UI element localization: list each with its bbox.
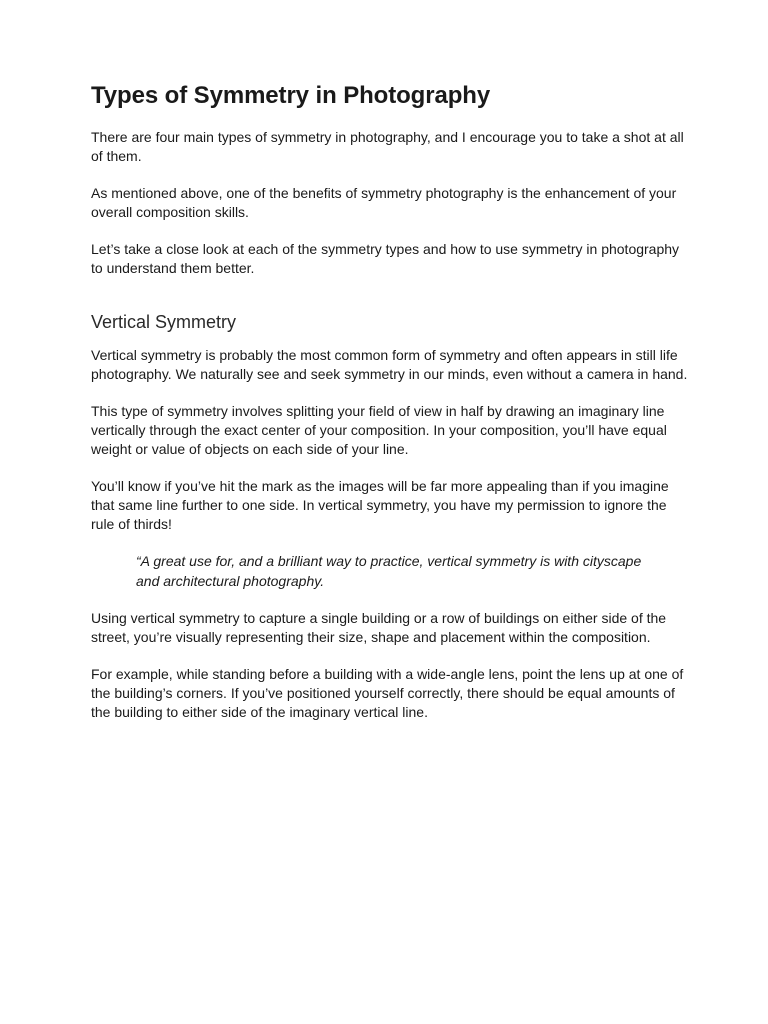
intro-paragraph: As mentioned above, one of the benefits of symmetry photography is the enhancement of your overall composition skills.	[91, 185, 677, 220]
section-paragraph: For example, while standing before a building with a wide-angle lens, point the lens up at one of the building’s corners. If you’ve positioned yourself correctly, there should be equal amounts of the building to either side of the imaginary vertical line.	[91, 666, 684, 720]
section-paragraph: This type of symmetry involves splitting your field of view in half by drawing an imaginary line vertically through the exact center of your composition. In your composition, you’ll have equal weight or value of objects on each side of your line.	[91, 403, 667, 457]
intro-paragraph: There are four main types of symmetry in photography, and I encourage you to take a shot at all of them.	[91, 129, 684, 164]
section-paragraph: Vertical symmetry is probably the most common form of symmetry and often appears in still life photography. We naturally see and seek symmetry in our minds, even without a camera in hand.	[91, 347, 688, 382]
intro-paragraph: Let’s take a close look at each of the symmetry types and how to use symmetry in photography to understand them better.	[91, 241, 680, 276]
section-heading: Vertical Symmetry	[91, 312, 237, 332]
section-paragraph: You’ll know if you’ve hit the mark as the images will be far more appealing than if you imagine that same line further to one side. In vertical symmetry, you have my permission to ignore the rule of thirds!	[91, 478, 669, 532]
document-page	[91, 80, 691, 740]
section-paragraph: Using vertical symmetry to capture a single building or a row of buildings on either side of the street, you’re visually representing their size, shape and placement within the composition.	[91, 610, 667, 645]
page-title: Types of Symmetry in Photography	[91, 82, 491, 109]
block-quote: “A great use for, and a brilliant way to practice, vertical symmetry is with cityscape and architectural photography.	[136, 553, 642, 589]
